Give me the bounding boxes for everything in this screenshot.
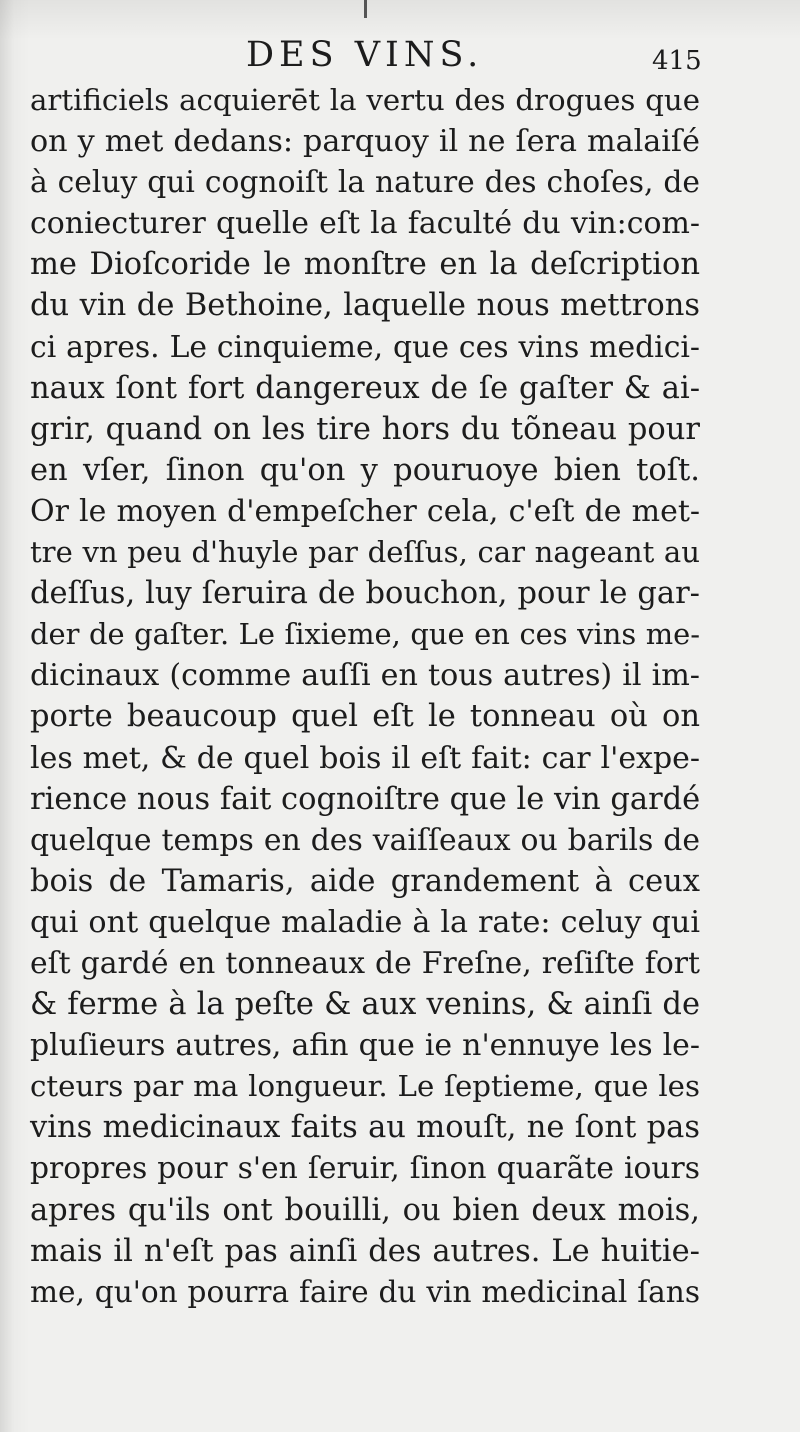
text-line: ci apres. Le cinquieme, que ces vins medici- bbox=[30, 329, 700, 365]
text-line: apres qu'ils ont bouilli, ou bien deux mois, bbox=[30, 1192, 700, 1228]
text-line: dicinaux (comme auſſi en tous autres) il im- bbox=[30, 658, 700, 694]
running-head bbox=[0, 32, 800, 82]
text-line: der de gaſter. Le ſixieme, que en ces vins me- bbox=[30, 617, 700, 652]
page-edge-mark bbox=[364, 0, 367, 18]
text-line: les met, & de quel bois il eſt fait: car l'expe- bbox=[30, 740, 700, 776]
running-title: DES VINS. bbox=[246, 35, 484, 75]
text-line: qui ont quelque maladie à la rate: celuy qui bbox=[30, 904, 700, 940]
text-line: on y met dedans: parquoy il ne ſera malaiſé bbox=[30, 124, 700, 160]
text-line: pluſieurs autres, afin que ie n'ennuye les le- bbox=[30, 1028, 700, 1064]
text-line: mais il n'eſt pas ainſi des autres. Le huitie- bbox=[30, 1233, 700, 1269]
text-line: en vſer, ſinon qu'on y pouruoye bien toſt. bbox=[30, 452, 700, 488]
text-line: me, qu'on pourra faire du vin medicinal ſans bbox=[30, 1274, 700, 1309]
text-line: Or le moyen d'empeſcher cela, c'eſt de met- bbox=[30, 493, 700, 529]
text-line: porte beaucoup quel eſt le tonneau où on bbox=[30, 699, 700, 735]
text-line: quelque temps en des vaiſſeaux ou barils de bbox=[30, 822, 700, 858]
text-line: cteurs par ma longueur. Le ſeptieme, que les bbox=[30, 1069, 700, 1104]
text-line: & ferme à la peſte & aux venins, & ainſi de bbox=[30, 987, 700, 1023]
text-line: vins medicinaux faits au mouſt, ne ſont pas bbox=[30, 1110, 700, 1146]
page-number: 415 bbox=[652, 46, 702, 76]
text-line: eſt gardé en tonneaux de Freſne, reſiſte fort bbox=[30, 945, 700, 981]
text-line: du vin de Bethoine, laquelle nous mettrons bbox=[30, 288, 700, 324]
text-line: propres pour s'en ſeruir, ſinon quarãte iours bbox=[30, 1151, 700, 1187]
text-line: rience nous fait cognoiſtre que le vin gardé bbox=[30, 781, 701, 817]
text-line: grir, quand on les tire hors du tõneau pour bbox=[30, 411, 700, 447]
text-line: me Dioſcoride le monſtre en la deſcription bbox=[30, 247, 700, 283]
body-text bbox=[30, 80, 700, 1313]
text-line: artificiels acquierēt la vertu des drogues que bbox=[30, 83, 700, 117]
text-line: tre vn peu d'huyle par deſſus, car nageant au bbox=[30, 535, 700, 570]
text-line: coniecturer quelle eſt la faculté du vin:com- bbox=[30, 206, 700, 242]
text-line: bois de Tamaris, aide grandement à ceux bbox=[30, 863, 700, 899]
text-line: naux ſont fort dangereux de ſe gaſter & ai- bbox=[30, 370, 700, 406]
text-line: à celuy qui cognoiſt la nature des choſes, de bbox=[30, 165, 700, 201]
text-line: deſſus, luy ſeruira de bouchon, pour le gar- bbox=[30, 576, 700, 612]
